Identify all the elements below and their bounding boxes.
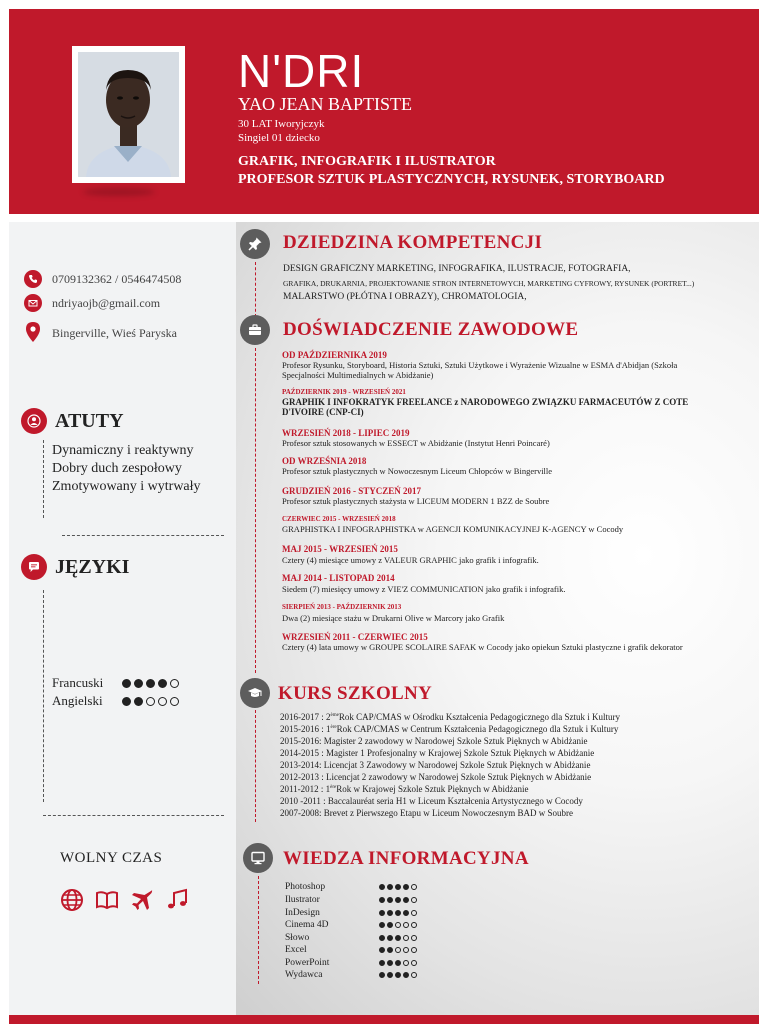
experience-description: GRAPHISTKA I INFOGRAPHISTKA w AGENCJI KOMUNIKACYJNEJ K-AGENCY w Cocody (282, 524, 624, 534)
experience-date: GRUDZIEŃ 2016 - STYCZEŃ 2017 (282, 486, 422, 496)
rating-dot-empty (395, 947, 401, 953)
software-level (379, 910, 419, 916)
phone-icon (24, 270, 42, 288)
footer-bar (9, 1015, 759, 1024)
rating-dot-filled (403, 910, 409, 916)
education-item: 2011-2012 : 1èreRok w Krajowej Szkole Sztuk Pięknych w Abidżanie (280, 784, 529, 794)
photo-frame (72, 46, 185, 183)
language-level (122, 697, 182, 706)
rating-dot-filled (387, 922, 393, 928)
header-job-title-secondary: PROFESOR SZTUK PLASTYCZNYCH, RYSUNEK, STORYBOARD (238, 172, 665, 187)
jezyki-header (21, 554, 129, 580)
software-name: Wydawca (285, 970, 323, 980)
jezyki-divider-vertical (43, 590, 44, 802)
music-icon (165, 888, 189, 912)
rating-dot-filled (379, 897, 385, 903)
header-age: 30 LAT Iworyjczyk (238, 118, 325, 130)
atuty-title: ATUTY (55, 409, 124, 432)
software-level (379, 972, 419, 978)
software-name: Ilustrator (285, 895, 320, 905)
jezyki-divider-horizontal (43, 815, 224, 816)
book-icon (95, 888, 119, 912)
experience-date: WRZESIEŃ 2018 - LIPIEC 2019 (282, 428, 410, 438)
rating-dot-empty (411, 922, 417, 928)
rating-dot-filled (379, 960, 385, 966)
rating-dot-filled (379, 935, 385, 941)
software-row (285, 895, 419, 905)
software-name: Photoshop (285, 882, 326, 892)
software-level (379, 947, 419, 953)
briefcase-icon (240, 315, 270, 345)
envelope-icon (24, 294, 42, 312)
software-level (379, 935, 419, 941)
competence-line: MALARSTWO (PŁÓTNA I OBRAZY), CHROMATOLOGIA, (283, 292, 527, 302)
competence-line: DESIGN GRAFICZNY MARKETING, INFOGRAFIKA, ILUSTRACJE, FOTOGRAFIA, (283, 264, 631, 274)
education-timeline (255, 710, 256, 822)
rating-dot-empty (411, 935, 417, 941)
person-photo-icon (78, 52, 179, 177)
experience-date: CZERWIEC 2015 - WRZESIEŃ 2018 (282, 515, 396, 523)
experience-description: Cztery (4) miesiące umowy z VALEUR GRAPHIC jako grafik i infografik. (282, 555, 539, 565)
rating-dot-filled (387, 972, 393, 978)
software-row (285, 908, 419, 918)
rating-dot-filled (134, 697, 143, 706)
rating-dot-filled (387, 960, 393, 966)
software-row (285, 933, 419, 943)
rating-dot-empty (411, 972, 417, 978)
speech-bubble-icon (21, 554, 47, 580)
rating-dot-filled (122, 679, 131, 688)
airplane-icon (130, 888, 154, 912)
software-level (379, 884, 419, 890)
rating-dot-empty (403, 947, 409, 953)
experience-description: Profesor sztuk plastycznych stażysta w LICEUM MODERN 1 BZZ de Soubre (282, 496, 550, 506)
rating-dot-empty (395, 922, 401, 928)
experience-date: OD PAŹDZIERNIKA 2019 (282, 350, 387, 360)
rating-dot-filled (379, 884, 385, 890)
it-timeline (258, 876, 259, 984)
experience-date: PAŹDZIERNIK 2019 - WRZESIEŃ 2021 (282, 388, 406, 396)
experience-description: Cztery (4) lata umowy w GROUPE SCOLAIRE SAFAK w Cocody jako opiekun Sztuki plastyczne i grafik dekorator (282, 642, 683, 652)
education-item: 2010 -2011 : Baccalauréat seria H1 w Liceum Kształcenia Artystycznego w Cocody (280, 796, 583, 806)
experience-description: Profesor Rysunku, Storyboard, Historia Sztuki, Sztuki Użytkowe i Wyrażenie Wizualne w ESMA d'Abidjan (Szkoła Specjalności Multimedialnych w Abidżanie) (282, 360, 678, 380)
software-row (285, 920, 419, 930)
education-item: 2014-2015 : Magister 1 Profesjonalny w Krajowej Szkole Sztuk Pięknych w Abidżanie (280, 748, 595, 758)
atuty-divider-vertical (43, 440, 44, 518)
leisure-title: WOLNY CZAS (60, 850, 163, 866)
rating-dot-empty (158, 697, 167, 706)
software-row (285, 882, 419, 892)
rating-dot-filled (403, 897, 409, 903)
rating-dot-filled (387, 910, 393, 916)
software-row (285, 945, 419, 955)
atut-item: Zmotywowany i wytrwały (52, 479, 201, 494)
atut-item: Dynamiczny i reaktywny (52, 443, 194, 458)
rating-dot-filled (403, 884, 409, 890)
graduation-cap-icon (240, 678, 270, 708)
jezyki-title: JĘZYKI (55, 555, 130, 578)
rating-dot-filled (387, 884, 393, 890)
contact-phone (24, 270, 181, 288)
experience-date: OD WRZEŚNIA 2018 (282, 456, 367, 466)
experience-description: Profesor sztuk stosowanych w ESSECT w Abidżanie (Instytut Henri Poincaré) (282, 438, 550, 448)
rating-dot-filled (387, 947, 393, 953)
phone-text: 0709132362 / 0546474508 (52, 271, 182, 286)
rating-dot-empty (411, 884, 417, 890)
monitor-icon (243, 843, 273, 873)
software-row (285, 970, 419, 980)
software-name: Słowo (285, 933, 310, 943)
rating-dot-empty (411, 910, 417, 916)
rating-dot-empty (411, 947, 417, 953)
rating-dot-empty (403, 922, 409, 928)
experience-date: WRZESIEŃ 2011 - CZERWIEC 2015 (282, 632, 428, 642)
profile-photo (78, 52, 179, 177)
software-level (379, 922, 419, 928)
rating-dot-filled (395, 960, 401, 966)
rating-dot-filled (122, 697, 131, 706)
software-row (285, 958, 419, 968)
experience-timeline (255, 348, 256, 673)
photo-shadow (83, 188, 155, 196)
rating-dot-filled (134, 679, 143, 688)
globe-icon (60, 888, 84, 912)
language-level (122, 679, 182, 688)
atuty-divider-horizontal (62, 535, 224, 536)
rating-dot-filled (379, 922, 385, 928)
rating-dot-empty (146, 697, 155, 706)
software-level (379, 960, 419, 966)
education-item: 2015-2016: Magister 2 zawodowy w Narodowej Szkole Sztuk Pięknych w Abidżanie (280, 736, 588, 746)
education-item: 2012-2013 : Licencjat 2 zawodowy w Narodowej Szkole Sztuk Pięknych w Abidżanie (280, 772, 592, 782)
contact-email (24, 294, 160, 312)
education-item: 2015-2016 : 1èreRok CAP/CMAS w Centrum Kształcenia Pedagogicznego dla Sztuk i Kultury (280, 724, 619, 734)
rating-dot-filled (395, 884, 401, 890)
rating-dot-filled (395, 897, 401, 903)
competence-timeline (255, 262, 256, 317)
rating-dot-filled (379, 910, 385, 916)
header-name: N'DRI (238, 45, 365, 97)
rating-dot-filled (158, 679, 167, 688)
experience-description: Dwa (2) miesiące stażu w Drukarni Olive w Marcory jako Grafik (282, 613, 505, 623)
experience-description: Profesor sztuk plastycznych w Nowoczesnym Liceum Chłopców w Bingerville (282, 466, 553, 476)
rating-dot-empty (403, 935, 409, 941)
it-skills-title: WIEDZA INFORMACYJNA (283, 848, 529, 869)
atuty-header (21, 408, 124, 434)
experience-description: Siedem (7) miesięcy umowy z VIE'Z COMMUNICATION jako grafik i infografik. (282, 584, 566, 594)
contact-address (24, 322, 177, 344)
rating-dot-filled (395, 935, 401, 941)
atut-item: Dobry duch zespołowy (52, 461, 182, 476)
rating-dot-filled (387, 897, 393, 903)
rating-dot-filled (403, 972, 409, 978)
experience-date: SIERPIEŃ 2013 - PAŹDZIERNIK 2013 (282, 603, 402, 611)
software-name: InDesign (285, 908, 320, 918)
education-title: KURS SZKOLNY (278, 683, 433, 704)
rating-dot-filled (379, 972, 385, 978)
experience-date: MAJ 2014 - LISTOPAD 2014 (282, 573, 395, 583)
software-level (379, 897, 419, 903)
rating-dot-filled (387, 935, 393, 941)
header-job-title: GRAFIK, INFOGRAFIK I ILUSTRATOR (238, 154, 496, 169)
rating-dot-filled (395, 972, 401, 978)
language-name: Angielski (52, 693, 103, 708)
competence-title: DZIEDZINA KOMPETENCJI (283, 232, 543, 253)
experience-date: MAJ 2015 - WRZESIEŃ 2015 (282, 544, 398, 554)
rating-dot-empty (403, 960, 409, 966)
pushpin-icon (240, 229, 270, 259)
rating-dot-empty (170, 697, 179, 706)
rating-dot-empty (170, 679, 179, 688)
rating-dot-filled (146, 679, 155, 688)
rating-dot-filled (379, 947, 385, 953)
header-banner (9, 9, 759, 214)
header-marital: Singiel 01 dziecko (238, 132, 320, 144)
education-item: 2007-2008: Brevet z Pierwszego Etapu w Liceum Nowoczesnym BAD w Soubre (280, 808, 573, 818)
rating-dot-empty (411, 960, 417, 966)
location-pin-icon (24, 322, 42, 344)
education-item: 2013-2014: Licencjat 3 Zawodowy w Narodowej Szkole Sztuk Pięknych w Abidżanie (280, 760, 591, 770)
address-text: Bingerville, Wieś Paryska (52, 325, 177, 340)
rating-dot-empty (411, 897, 417, 903)
email-text: ndriyaojb@gmail.com (52, 295, 161, 310)
education-item: 2016-2017 : 2èmeRok CAP/CMAS w Ośrodku Kształcenia Pedagogicznego dla Sztuk i Kultury (280, 712, 621, 722)
experience-description: GRAPHIK I INFOKRATYK FREELANCE z NARODOWEGO ZWIĄZKU FARMACEUTÓW Z COTE D'IVOIRE (CNP-CI) (282, 397, 689, 417)
experience-title: DOŚWIADCZENIE ZAWODOWE (283, 319, 579, 340)
competence-line: GRAFIKA, DRUKARNIA, PROJEKTOWANIE STRON INTERNETOWYCH, MARKETING CYFROWY, RYSUNEK (PORTRET...) (283, 279, 695, 288)
language-name: Francuski (52, 675, 104, 690)
language-row (52, 675, 182, 691)
rating-dot-filled (395, 910, 401, 916)
leisure-icons (60, 888, 200, 912)
user-icon (21, 408, 47, 434)
language-row (52, 693, 182, 709)
software-name: PowerPoint (285, 958, 330, 968)
software-name: Cinema 4D (285, 920, 329, 930)
header-fullname: YAO JEAN BAPTISTE (238, 94, 413, 114)
software-name: Excel (285, 945, 307, 955)
